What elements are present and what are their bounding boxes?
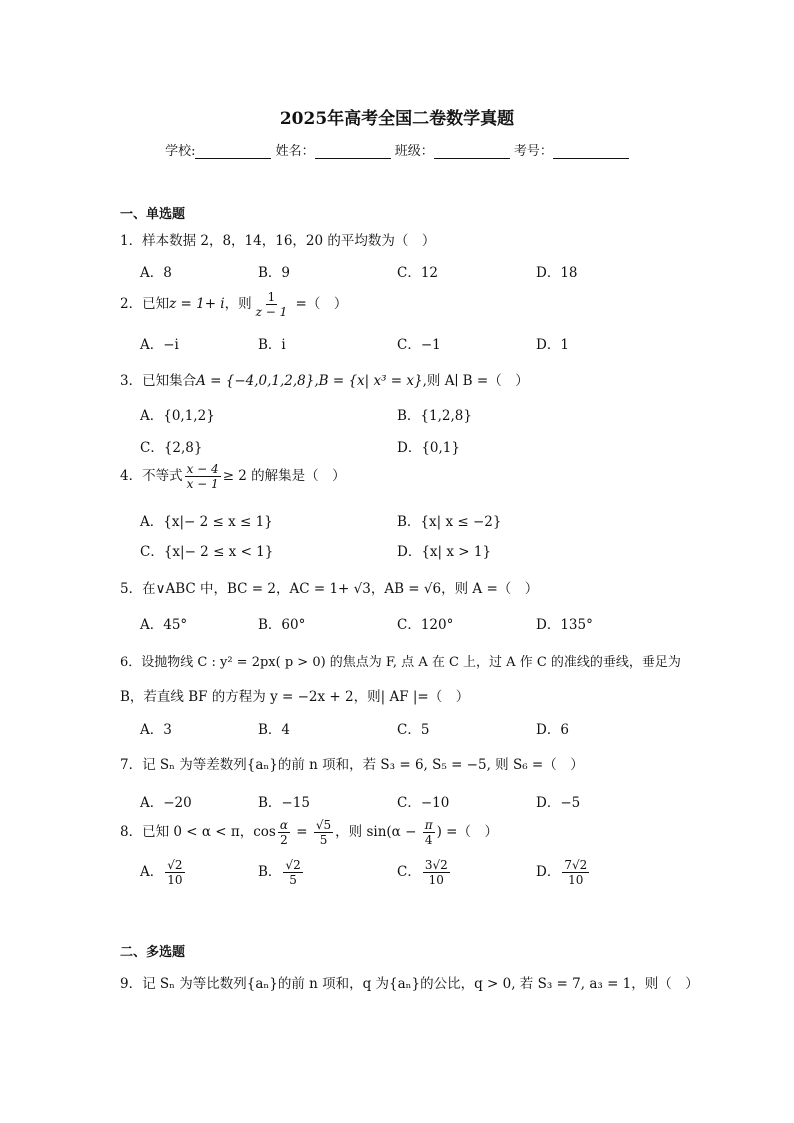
q8-option-d[interactable] [536,858,591,887]
section-multiple-choice: 二、多选题 [120,945,186,960]
number-label: 考号： [513,144,553,159]
q1-option-a[interactable]: A．8 [140,265,172,281]
q5-option-c[interactable]: C．120° [397,617,454,633]
q8-post: ) =（ ） [436,824,498,840]
q8-root-fraction [314,818,333,847]
q8-mid: ，则 sin(α − [335,824,421,840]
q8-option-c[interactable] [397,858,452,887]
q8-option-a-fraction [165,858,184,887]
q4-pre: 4．不等式 [120,468,183,484]
q2-frac-den: z − 1 [255,305,288,319]
q8-option-d-fraction [562,858,589,887]
q3-option-a[interactable]: A．{0,1,2} [140,408,215,424]
q8-option-a-den: 10 [167,873,183,887]
q8-pi-den: 4 [424,833,433,847]
number-blank[interactable] [553,144,629,159]
school-blank[interactable] [195,144,271,159]
question-7: 7．记 Sₙ 为等差数列{aₙ}的前 n 项和，若 S₃ = 6, S₅ = −5, 则 S₆ =（ ） [120,757,584,773]
class-blank[interactable] [434,144,510,159]
q8-option-b-den: 5 [289,873,297,887]
q5-option-a[interactable]: A．45° [140,617,188,633]
q8-alpha-fraction [278,818,290,847]
q8-option-b-fraction [283,858,302,887]
question-2 [120,290,347,319]
q8-option-b-num: √2 [285,858,301,872]
q8-option-b-label: B． [258,864,282,880]
q2-frac-num: 1 [267,290,276,304]
q8-pre: 8．已知 0 < α < π，cos [120,824,276,840]
q2-fraction [254,290,290,319]
question-4 [120,462,346,491]
question-8 [120,818,498,847]
name-label: 姓名： [275,144,315,159]
class-label: 班级： [394,144,434,159]
q4-option-c[interactable]: C．{x|− 2 ≤ x < 1} [140,544,274,560]
q8-option-c-fraction [423,858,450,887]
q4-option-d[interactable]: D．{x| x > 1} [397,544,492,560]
question-3 [120,369,529,389]
student-info-line [0,140,794,159]
q2-option-c[interactable]: C．−1 [397,337,441,353]
q1-option-c[interactable]: C．12 [397,265,439,281]
q3-option-d[interactable]: D．{0,1} [397,440,460,456]
q7-option-b[interactable]: B．−15 [258,795,310,811]
question-6-line-2: B，若直线 BF 的方程为 y = −2x + 2，则| AF |=（ ） [120,689,470,705]
q4-option-b[interactable]: B．{x| x ≤ −2} [397,514,502,530]
q2-post: =（ ） [291,296,348,312]
q8-option-b[interactable] [258,858,305,887]
q7-option-a[interactable]: A．−20 [140,795,192,811]
q2-mid: ，则 [224,296,252,312]
q3-option-b[interactable]: B．{1,2,8} [397,408,472,424]
q7-option-c[interactable]: C．−10 [397,795,450,811]
q8-alpha-num: α [279,818,288,832]
q2-option-d[interactable]: D．1 [536,337,569,353]
question-5: 5．在∨ABC 中，BC = 2，AC = 1+ √3，AB = √6，则 A =（ ） [120,581,539,597]
q7-option-d[interactable]: D．−5 [536,795,581,811]
q8-option-a-num: √2 [167,858,183,872]
q3-post: ,则 A∣ B =（ ） [422,373,529,389]
q8-option-c-num: 3√2 [424,858,448,872]
q8-option-c-label: C． [397,864,421,880]
q2-option-b[interactable]: B．i [258,337,286,353]
q5-option-d[interactable]: D．135° [536,617,593,633]
q2-eq: z = 1+ i [169,296,225,312]
q4-fraction [185,462,221,491]
q8-pi-fraction [423,818,435,847]
question-9: 9．记 Sₙ 为等比数列{aₙ}的前 n 项和，q 为{aₙ}的公比，q > 0, 若 S₃ = 7, a₃ = 1，则（ ） [120,976,699,992]
q8-option-d-num: 7√2 [564,858,588,872]
page-title: 2025年高考全国二卷数学真题 [279,109,515,129]
q4-post: ≥ 2 的解集是（ ） [222,468,346,484]
q1-option-d[interactable]: D．18 [536,265,578,281]
name-blank[interactable] [315,144,391,159]
q8-alpha-den: 2 [280,833,288,847]
q8-eq: = [291,824,312,840]
q8-option-d-den: 10 [568,873,584,887]
q2-option-a[interactable]: A．−i [140,337,179,353]
q4-frac-den: x − 1 [186,477,219,491]
q8-root-num: √5 [315,818,332,832]
q5-option-b[interactable]: B．60° [258,617,306,633]
q8-option-a[interactable] [140,858,187,887]
q2-pre: 2．已知 [120,296,170,312]
q8-option-d-label: D． [536,864,561,880]
q3-pre: 3．已知集合 [120,373,197,389]
q6-option-b[interactable]: B．4 [258,722,291,738]
q3-set-b: ,B = {x| x³ = x} [314,373,423,389]
q3-set-a: A = {−4,0,1,2,8} [196,373,315,389]
q8-root-den: 5 [319,833,328,847]
q1-option-b[interactable]: B．9 [258,265,291,281]
q4-frac-num: x − 4 [186,462,219,476]
q6-option-a[interactable]: A．3 [140,722,172,738]
q3-option-c[interactable]: C．{2,8} [140,440,203,456]
q6-option-d[interactable]: D．6 [536,722,569,738]
section-single-choice: 一、单选题 [120,207,186,222]
question-6-line-1: 6．设抛物线 C : y² = 2px( p > 0) 的焦点为 F, 点 A 在 C 上，过 A 作 C 的准线的垂线，垂足为 [120,655,681,670]
q8-pi-num: π [424,818,433,832]
q8-option-c-den: 10 [428,873,444,887]
question-1: 1．样本数据 2，8，14，16，20 的平均数为（ ） [120,233,436,249]
q4-option-a[interactable]: A．{x|− 2 ≤ x ≤ 1} [140,514,273,530]
q8-option-a-label: A． [140,864,164,880]
q6-option-c[interactable]: C．5 [397,722,430,738]
school-label: 学校: [165,144,196,159]
